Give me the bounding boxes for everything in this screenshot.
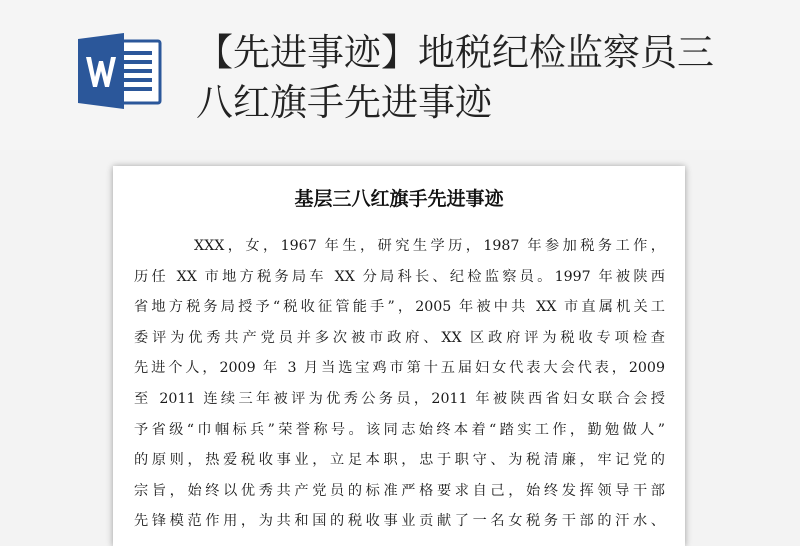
- page-heading: 基层三八红旗手先进事迹: [294, 188, 504, 210]
- word-icon: [78, 33, 162, 109]
- body-line: 先锋模范作用，为共和国的税收事业贡献了一名女税务干部的汗水、: [134, 513, 665, 530]
- body-line: 的原则，热爱税收事业，立足本职，忠于职守、为税清廉，牢记党的: [134, 452, 665, 469]
- body-line: 宗旨，始终以优秀共产党员的标准严格要求自己，始终发挥领导干部: [134, 482, 665, 499]
- body-line: XXX，女，1967 年生，研究生学历，1987 年参加税务工作，: [194, 238, 665, 254]
- document-title: [196, 28, 756, 128]
- document-page: [113, 166, 685, 546]
- body-line: 予省级“巾帼标兵”荣誉称号。该同志始终本着“踏实工作，勤勉做人”: [134, 421, 665, 438]
- body-line: 至 2011 连续三年被评为优秀公务员，2011 年被陕西省妇女联合会授: [134, 390, 665, 407]
- body-line: 委评为优秀共产党员并多次被市政府、XX 区政府评为税收专项检查: [134, 329, 665, 346]
- header-banner: [0, 0, 800, 150]
- body-line: 先进个人，2009 年 3 月当选宝鸡市第十五届妇女代表大会代表，2009: [134, 360, 665, 377]
- body-line: 历任 XX 市地方税务局车 XX 分局科长、纪检监察员。1997 年被陕西: [134, 268, 665, 285]
- body-line: 省地方税务局授予“税收征管能手”，2005 年被中共 XX 市直属机关工: [134, 299, 665, 316]
- document-title-line-1: 【先进事迹】地税纪检监察员三: [196, 31, 714, 74]
- document-title-line-2: 八红旗手先进事迹: [196, 81, 492, 124]
- body-text: [134, 231, 665, 537]
